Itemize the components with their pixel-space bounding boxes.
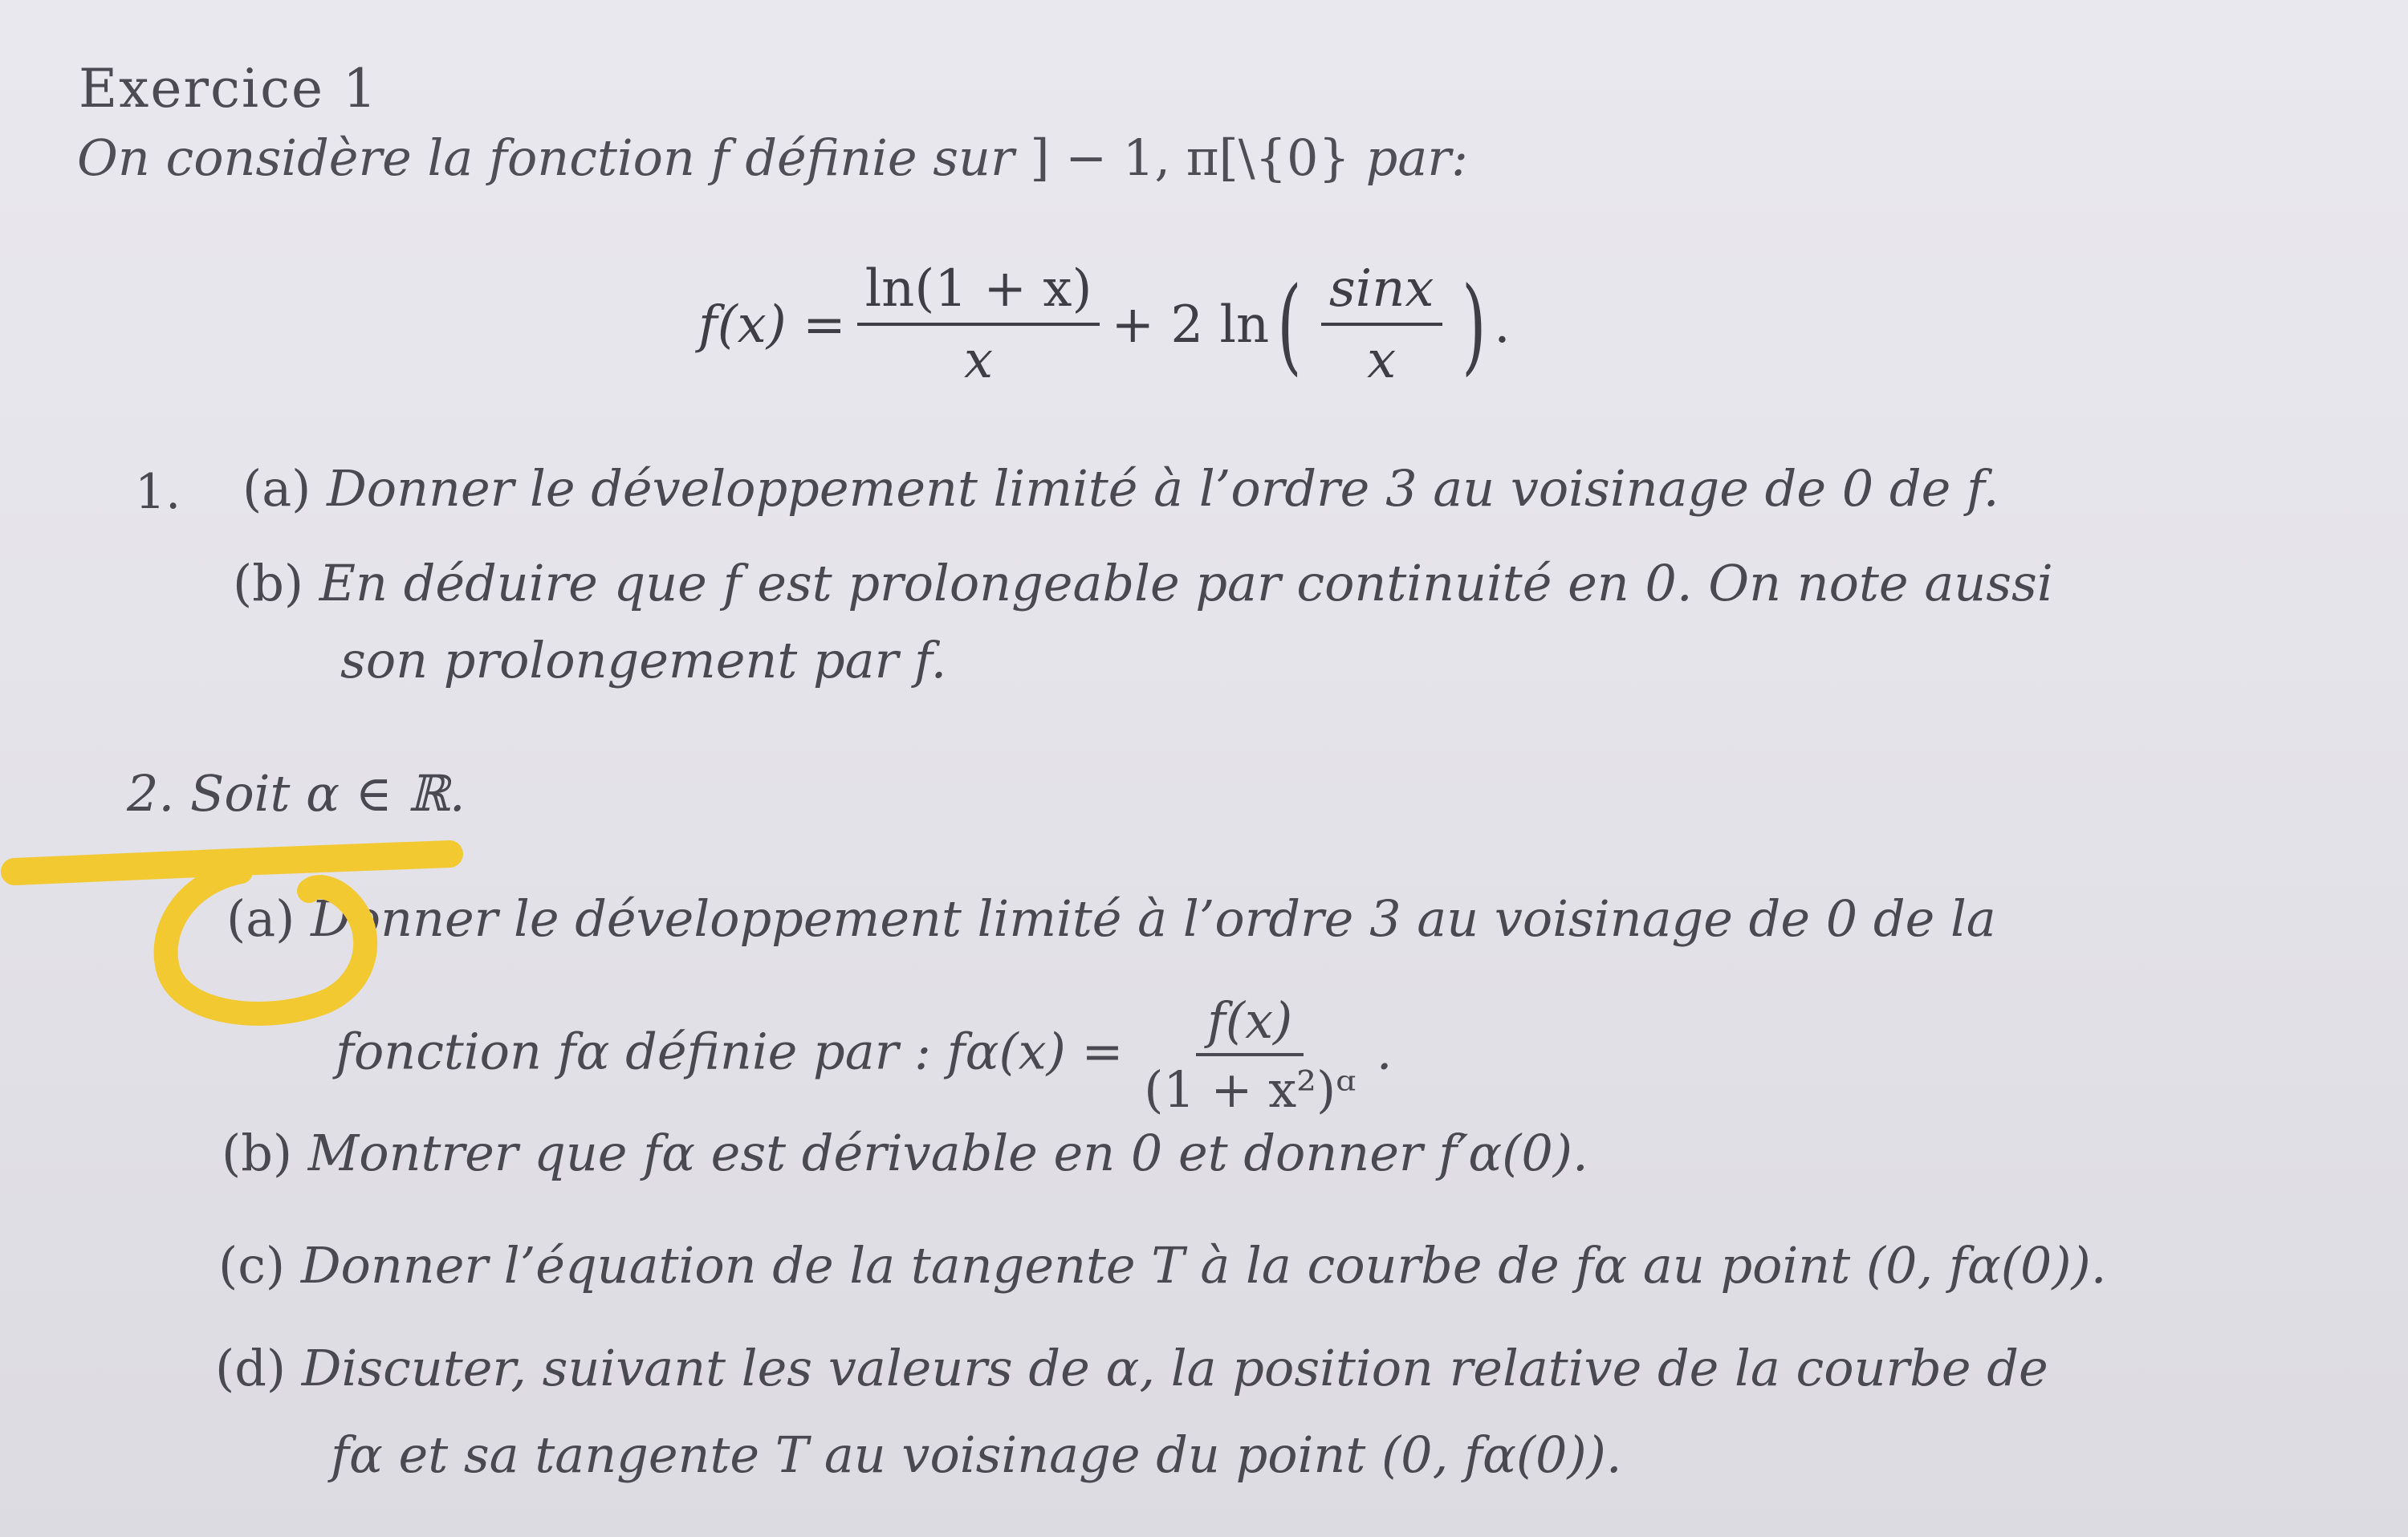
highlighter-underline-stroke — [14, 854, 449, 872]
question-1b-continuation: son prolongement par f. — [340, 631, 947, 689]
intro-middle: définie sur — [745, 128, 1015, 187]
question-1-number: 1. — [135, 464, 181, 520]
question-2d-label: (d) — [215, 1339, 287, 1397]
question-1b-label: (b) — [233, 554, 304, 612]
question-1a-label: (a) — [242, 459, 311, 518]
question-1b-text: En déduire que f est prolongeable par continuité en 0. On note aussi — [319, 554, 2053, 612]
question-2a-label: (a) — [226, 889, 295, 948]
exercise-title: Exercice 1 — [79, 58, 379, 120]
question-2a-continuation — [336, 991, 1393, 1120]
question-2a — [226, 889, 1996, 948]
fraction-sin-numerator: sinx — [1321, 262, 1442, 326]
intro-tail: par: — [1365, 128, 1468, 187]
fraction-f-alpha-denominator: (1 + x²)ᵅ — [1144, 1060, 1356, 1120]
intro-lead: On considère la fonction — [77, 128, 695, 187]
question-2b-label: (b) — [222, 1124, 293, 1182]
question-1a-text: Donner le développement limité à l’ordre 3 au voisinage de 0 de f. — [327, 459, 1999, 518]
intro-domain: ] − 1, π[\{0} — [1030, 128, 1350, 187]
fraction-log-denominator: x — [964, 331, 994, 390]
fraction-log-numerator: ln(1 + x) — [857, 262, 1100, 326]
intro-function: f — [710, 128, 730, 187]
formula-lhs: f(x) = — [698, 295, 846, 355]
question-2b — [222, 1124, 1588, 1182]
question-2d — [215, 1339, 2048, 1397]
fraction-log — [857, 258, 1100, 390]
question-2d-text: Discuter, suivant les valeurs de α, la position relative de la courbe de — [301, 1339, 2048, 1397]
question-2c — [218, 1236, 2106, 1295]
question-2a-end: . — [1376, 1022, 1393, 1081]
question-2d-continuation: fα et sa tangente T au voisinage du point (0, fα(0)). — [331, 1425, 1622, 1484]
formula-middle: + 2 ln — [1111, 295, 1270, 355]
fraction-sin-denominator: x — [1367, 331, 1397, 390]
question-2b-text: Montrer que fα est dérivable en 0 et donner f′α(0). — [307, 1124, 1588, 1182]
function-definition — [698, 257, 1511, 393]
left-parenthesis: ( — [1277, 264, 1302, 386]
question-2a-cont-text: fonction fα définie par : fα(x) = — [336, 1022, 1124, 1081]
question-1a — [242, 459, 1999, 518]
question-2c-label: (c) — [218, 1236, 286, 1295]
fraction-f-alpha — [1144, 991, 1356, 1120]
formula-end: . — [1494, 295, 1511, 355]
question-1b — [233, 554, 2053, 612]
question-2a-text: Donner le développement limité à l’ordre 3 au voisinage de 0 de la — [311, 889, 1996, 948]
question-2-heading: 2. Soit α ∈ ℝ. — [127, 764, 466, 823]
intro-sentence — [77, 128, 1468, 187]
fraction-f-alpha-numerator: f(x) — [1196, 994, 1304, 1056]
fraction-sin — [1321, 258, 1442, 390]
right-parenthesis: ) — [1461, 264, 1487, 386]
question-2c-text: Donner l’équation de la tangente T à la courbe de fα au point (0, fα(0)). — [300, 1236, 2107, 1295]
